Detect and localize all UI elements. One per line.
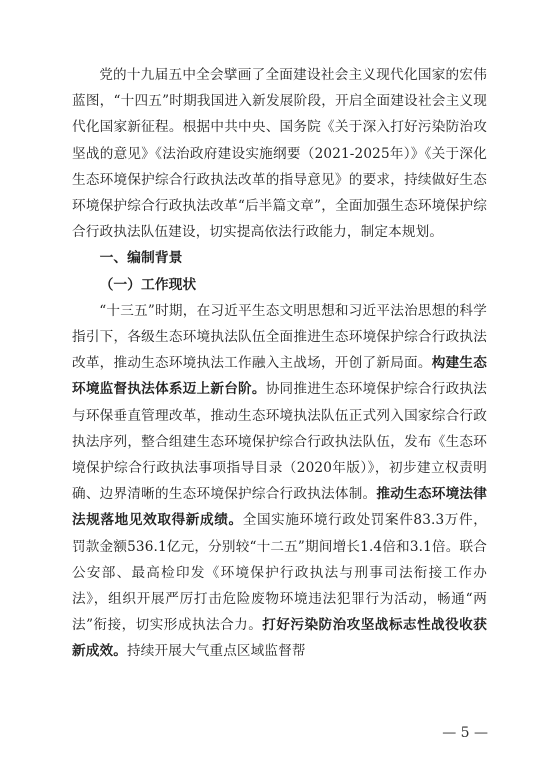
section-heading: 一、编制背景 (99, 250, 183, 267)
page-number: — 5 — (442, 725, 488, 741)
status-text-1: “十三五”时期，在习近平生态文明思想和习近平法治思想的科学指引下，各级生态环境执法队伍全面推进生态环境保护综合行政执法改革，推动生态环境执法工作融入主战场，开创了新局面。 (72, 302, 487, 372)
status-text-2: 协同推进生态环境保护综合行政执法与环保垂直管理改革，推动生态环境执法队伍正式列入国家综合行政执法序列，整合组建生态环境保护综合行政执法队伍，发布《生态环境保护综合行政执法事项指导目录（2020年版）》，初步建立权责明确、边界清晰的生态环境保护综合行政执法体制。 (72, 381, 487, 503)
status-text-4: 持续开展大气重点区域监督帮 (126, 643, 306, 660)
highlight-laws: 推动生态环境法律法规落地见效取得新成绩。 (72, 486, 487, 529)
intro-paragraph: 党的十九届五中全会擘画了全面建设社会主义现代化国家的宏伟蓝图，“十四五”时期我国进入新发展阶段，开启全面建设社会主义现代化国家新征程。根据中共中央、国务院《关于深入打好污染防治攻坚战的意见》《法治政府建设实施纲要（2021-2025年）》《关于深化生态环境保护综合行政执法改革的指导意见》的要求，持续做好生态环境保护综合行政执法改革“后半篇文章”，全面加强生态环境保护综合行政执法队伍建设，切实提高依法行政能力，制定本规划。 (72, 67, 487, 241)
document-body (72, 62, 487, 665)
highlight-pollution: 打好污染防治攻坚战标志性战役收获新成效。 (72, 617, 487, 660)
highlight-system: 构建生态环境监督执法体系迈上新台阶。 (72, 355, 487, 398)
status-paragraph (72, 298, 487, 665)
status-text-3: 全国实施环境行政处罚案件83.3万件，罚款金额536.1亿元，分别较“十二五”期间增长1.4倍和3.1倍。联合公安部、最高检印发《环境保护行政执法与刑事司法衔接工作办法》，组织开展严厉打击危险废物环境违法犯罪行为活动，畅通“两法”衔接，切实形成执法合力。 (72, 512, 487, 634)
subsection-heading: （一）工作现状 (99, 276, 197, 293)
